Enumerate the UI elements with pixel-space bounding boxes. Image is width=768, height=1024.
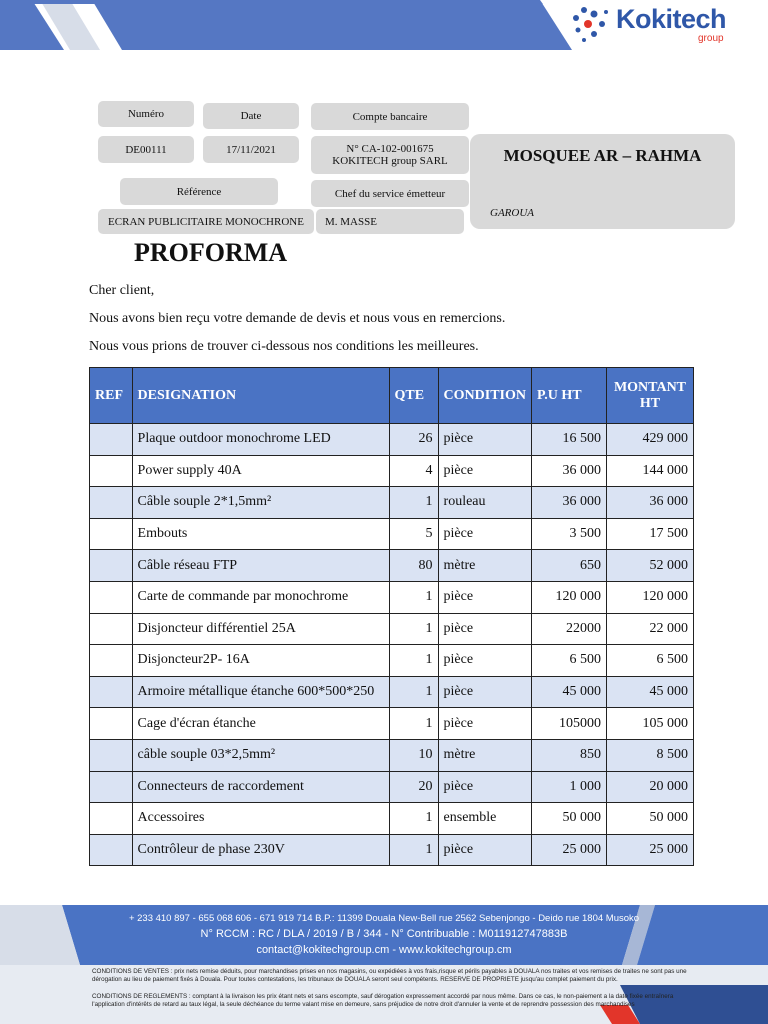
cell-condition: pièce (438, 708, 531, 740)
cell-designation: Accessoires (132, 803, 389, 835)
cell-condition: mètre (438, 550, 531, 582)
cell-ref (90, 550, 133, 582)
compte-label: Compte bancaire (311, 103, 469, 130)
cell-designation: Câble réseau FTP (132, 550, 389, 582)
table-row (90, 487, 694, 519)
intro-line-2: Nous vous prions de trouver ci-dessous nos conditions les meilleures. (89, 339, 479, 354)
cell-condition: rouleau (438, 487, 531, 519)
table-row (90, 676, 694, 708)
cell-ref (90, 455, 133, 487)
compte-value (311, 136, 469, 174)
cell-montant: 120 000 (607, 581, 694, 613)
table-row (90, 613, 694, 645)
table-row (90, 834, 694, 866)
cell-pu: 16 500 (532, 424, 607, 456)
footer-web-line: contact@kokitechgroup.cm - www.kokitechgroup.cm (256, 944, 512, 956)
cell-condition: ensemble (438, 803, 531, 835)
cell-pu: 3 500 (532, 518, 607, 550)
cell-pu: 45 000 (532, 676, 607, 708)
cell-designation: Armoire métallique étanche 600*500*250 (132, 676, 389, 708)
cell-ref (90, 424, 133, 456)
cell-ref (90, 676, 133, 708)
chef-value: M. MASSE (316, 209, 464, 234)
cell-condition: pièce (438, 518, 531, 550)
table-row (90, 424, 694, 456)
cell-condition: pièce (438, 834, 531, 866)
cell-ref (90, 771, 133, 803)
cell-pu: 25 000 (532, 834, 607, 866)
reference-value: ECRAN PUBLICITAIRE MONOCHRONE (98, 209, 314, 234)
col-montant: MONTANT HT (607, 368, 694, 424)
cell-qte: 20 (389, 771, 438, 803)
cell-montant: 36 000 (607, 487, 694, 519)
conditions-ventes: CONDITIONS DE VENTES : prix nets remise déduits, pour marchandises prises en nos magasins, ou expédiées à vos frais,risque et périls payables à DOUALA nos traites et vos remises de traites ne sont pas une dérogation au lieu de paiement fixés à Douala. Pour toutes contestations, les tribunaux de DOUALA seront seul compétents. RESERVE DE PROPRIETE jusqu'au complet paiement du prix. (92, 968, 687, 983)
cell-montant: 8 500 (607, 739, 694, 771)
numero-label: Numéro (98, 101, 194, 127)
cell-montant: 20 000 (607, 771, 694, 803)
footer-contact-line: + 233 410 897 - 655 068 606 - 671 919 714 B.P.: 11399 Douala New-Bell rue 2562 Sebenjongo - Deido rue 1804 Musoko (128, 913, 640, 924)
table-row (90, 645, 694, 677)
cell-qte: 1 (389, 708, 438, 740)
compte-holder: KOKITECH group SARL (332, 155, 448, 167)
cell-pu: 22000 (532, 613, 607, 645)
cell-ref (90, 645, 133, 677)
conditions-reglements: CONDITIONS DE REGLEMENTS : comptant à la livraison les prix étant nets et sans escompte, sauf dérogation expressement accordé par nous même. Dans ce cas, le non-paiement a la date fixée entraînera l'application d'intérêts de retard au taux légal, la seule déchéance du terme valant mise en demeure, sans préjudice de notre droit d'annuler la vente et de reprendre possession des marchandises (92, 993, 674, 1008)
cell-qte: 80 (389, 550, 438, 582)
col-pu: P.U HT (532, 368, 607, 424)
document-title: PROFORMA (134, 238, 288, 267)
cell-montant: 105 000 (607, 708, 694, 740)
cell-qte: 26 (389, 424, 438, 456)
cell-ref (90, 613, 133, 645)
col-designation: DESIGNATION (132, 368, 389, 424)
cell-condition: pièce (438, 581, 531, 613)
table-row (90, 581, 694, 613)
cell-montant: 17 500 (607, 518, 694, 550)
cell-ref (90, 518, 133, 550)
cell-montant: 429 000 (607, 424, 694, 456)
cell-condition: pièce (438, 645, 531, 677)
cell-designation: Embouts (132, 518, 389, 550)
cell-designation: Disjoncteur2P- 16A (132, 645, 389, 677)
cell-qte: 1 (389, 834, 438, 866)
footer-registration-line: N° RCCM : RC / DLA / 2019 / B / 344 - N° Contribuable : M011912747883B (200, 928, 568, 940)
cell-condition: pièce (438, 613, 531, 645)
intro-line-1: Nous avons bien reçu votre demande de devis et nous vous en remercions. (89, 311, 506, 326)
cell-ref (90, 739, 133, 771)
cell-designation: Câble souple 2*1,5mm² (132, 487, 389, 519)
col-qte: QTE (389, 368, 438, 424)
cell-designation: Cage d'écran étanche (132, 708, 389, 740)
logo-icon (566, 4, 616, 44)
logo-subtext: group (698, 33, 724, 44)
table-header-row (90, 368, 694, 424)
cell-condition: pièce (438, 424, 531, 456)
client-name: MOSQUEE AR – RAHMA (503, 146, 702, 165)
cell-qte: 1 (389, 613, 438, 645)
cell-designation: Carte de commande par monochrome (132, 581, 389, 613)
cell-pu: 120 000 (532, 581, 607, 613)
cell-condition: pièce (438, 676, 531, 708)
cell-qte: 1 (389, 487, 438, 519)
numero-value: DE00111 (98, 136, 194, 163)
cell-ref (90, 487, 133, 519)
chef-label: Chef du service émetteur (311, 180, 469, 207)
cell-designation: Contrôleur de phase 230V (132, 834, 389, 866)
items-table (89, 367, 694, 866)
cell-pu: 650 (532, 550, 607, 582)
col-condition: CONDITION (438, 368, 531, 424)
cell-pu: 850 (532, 739, 607, 771)
cell-designation: Plaque outdoor monochrome LED (132, 424, 389, 456)
client-box (470, 134, 735, 229)
table-row (90, 455, 694, 487)
cell-montant: 25 000 (607, 834, 694, 866)
compte-number: N° CA-102-001675 (346, 143, 434, 155)
table-row (90, 771, 694, 803)
cell-qte: 1 (389, 645, 438, 677)
cell-qte: 4 (389, 455, 438, 487)
cell-qte: 1 (389, 676, 438, 708)
cell-montant: 144 000 (607, 455, 694, 487)
cell-montant: 52 000 (607, 550, 694, 582)
cell-designation: câble souple 03*2,5mm² (132, 739, 389, 771)
cell-pu: 50 000 (532, 803, 607, 835)
cell-pu: 6 500 (532, 645, 607, 677)
cell-qte: 1 (389, 803, 438, 835)
cell-condition: mètre (438, 739, 531, 771)
cell-condition: pièce (438, 455, 531, 487)
table-row (90, 708, 694, 740)
cell-ref (90, 834, 133, 866)
cell-condition: pièce (438, 771, 531, 803)
cell-montant: 6 500 (607, 645, 694, 677)
client-city: GAROUA (490, 207, 534, 219)
cell-pu: 36 000 (532, 455, 607, 487)
table-row (90, 550, 694, 582)
greeting: Cher client, (89, 283, 155, 298)
cell-ref (90, 708, 133, 740)
table-row (90, 803, 694, 835)
cell-ref (90, 581, 133, 613)
cell-pu: 36 000 (532, 487, 607, 519)
cell-designation: Power supply 40A (132, 455, 389, 487)
cell-qte: 5 (389, 518, 438, 550)
cell-qte: 10 (389, 739, 438, 771)
reference-label: Référence (120, 178, 278, 205)
cell-designation: Connecteurs de raccordement (132, 771, 389, 803)
logo-text: Kokitech (616, 4, 727, 34)
col-ref: REF (90, 368, 133, 424)
table-row (90, 739, 694, 771)
cell-pu: 1 000 (532, 771, 607, 803)
cell-pu: 105000 (532, 708, 607, 740)
cell-designation: Disjoncteur différentiel 25A (132, 613, 389, 645)
cell-montant: 50 000 (607, 803, 694, 835)
cell-montant: 45 000 (607, 676, 694, 708)
date-value: 17/11/2021 (203, 136, 299, 163)
table-row (90, 518, 694, 550)
date-label: Date (203, 103, 299, 129)
cell-ref (90, 803, 133, 835)
cell-montant: 22 000 (607, 613, 694, 645)
cell-qte: 1 (389, 581, 438, 613)
